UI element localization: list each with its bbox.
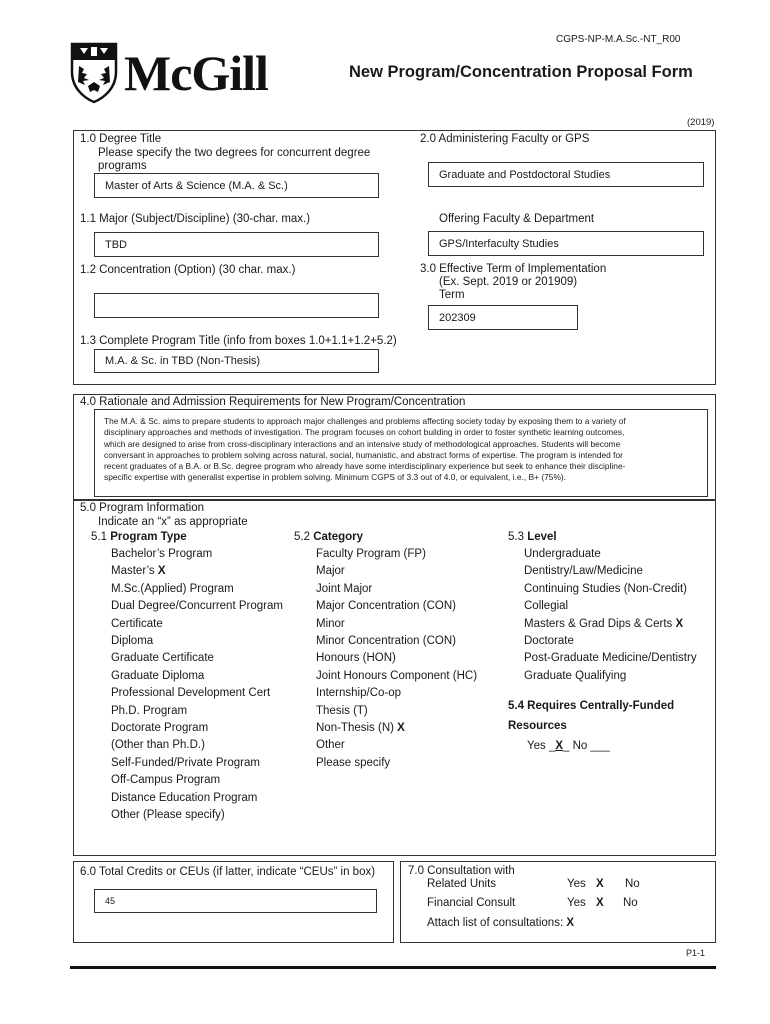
program-type-option[interactable]	[111, 809, 225, 821]
category-option-label: Thesis (T)	[316, 704, 368, 717]
admin-faculty-label: 2.0 Administering Faculty or GPS	[420, 133, 590, 145]
financial-yes: Yes	[567, 897, 586, 909]
mcgill-crest-logo	[70, 42, 118, 104]
degree-title-label: 1.0 Degree Title	[80, 133, 162, 145]
consultation-label: 7.0 Consultation with	[408, 865, 515, 877]
category-option[interactable]	[316, 600, 456, 612]
resources-heading: 5.4 Requires Centrally-Funded	[508, 700, 675, 712]
program-type-option[interactable]	[111, 687, 270, 699]
category-option[interactable]	[316, 635, 456, 647]
program-type-option[interactable]	[111, 548, 212, 560]
total-credits-value: 45	[105, 896, 116, 906]
major-label: 1.1 Major (Subject/Discipline) (30-char. max.)	[80, 213, 311, 225]
program-type-option-label: Off-Campus Program	[111, 774, 221, 787]
term-field[interactable]	[428, 305, 578, 330]
program-type-option-label: Graduate Certificate	[111, 652, 214, 665]
program-type-option[interactable]	[111, 757, 260, 769]
category-option[interactable]	[316, 652, 396, 664]
program-type-option-label: Distance Education Program	[111, 791, 258, 804]
program-type-option-label: Graduate Diploma	[111, 669, 205, 682]
form-code: CGPS-NP-M.A.Sc.-NT_R00	[556, 34, 681, 45]
program-type-option-label: Doctorate Program	[111, 722, 209, 734]
program-type-option[interactable]	[111, 600, 283, 612]
major-value: TBD	[105, 238, 127, 251]
page-number: P1-1	[686, 948, 706, 958]
related-yes-mark[interactable]: X	[596, 878, 604, 890]
rationale-text	[104, 416, 626, 484]
program-type-option-label: Bachelor’s Program	[111, 548, 213, 560]
degree-title-help: Please specify the two degrees for concurrent degree	[98, 147, 371, 159]
level-option-label: Continuing Studies (Non-Credit)	[524, 582, 687, 595]
level-option-label: Doctorate	[524, 635, 574, 647]
offering-label: Offering Faculty & Department	[439, 213, 595, 225]
offering-field[interactable]	[428, 231, 704, 256]
resources-answer[interactable]	[527, 740, 610, 752]
category-option-label: Other	[316, 739, 345, 752]
complete-title-value: M.A. & Sc. in TBD (Non-Thesis)	[105, 355, 261, 367]
category-option[interactable]	[316, 548, 426, 560]
concentration-label: 1.2 Concentration (Option) (30 char. max.)	[80, 264, 296, 276]
level-option-label: Undergraduate	[524, 548, 601, 560]
level-option[interactable]	[524, 548, 601, 560]
level-title: Level	[527, 531, 557, 543]
admin-faculty-value: Graduate and Postdoctoral Studies	[439, 168, 611, 181]
program-info-label: 5.0 Program Information	[80, 502, 205, 514]
degree-title-value: Master of Arts & Science (M.A. & Sc.)	[105, 179, 288, 192]
category-option[interactable]	[316, 565, 345, 577]
category-title: Category	[313, 531, 364, 543]
category-option[interactable]	[316, 618, 345, 630]
level-option[interactable]	[524, 565, 643, 577]
program-type-option[interactable]	[111, 652, 214, 664]
program-type-option[interactable]	[111, 774, 220, 786]
rationale-line: The M.A. & Sc. aims to prepare students to approach major challenges and problems affecting society today by exposing them to a variety of	[104, 416, 626, 426]
category-option-label: Faculty Program (FP)	[316, 548, 426, 560]
term-value: 202309	[439, 311, 476, 324]
admin-faculty-field[interactable]	[428, 162, 704, 187]
offering-value: GPS/Interfaculty Studies	[439, 237, 559, 250]
program-type-option[interactable]	[111, 670, 204, 682]
category-option[interactable]	[316, 670, 477, 682]
major-field[interactable]	[94, 232, 379, 257]
program-type-option-label: Certificate	[111, 617, 163, 630]
category-option-label: Major	[316, 565, 345, 578]
program-type-option-label: Dual Degree/Concurrent Program	[111, 600, 283, 613]
complete-title-label: 1.3 Complete Program Title (info from boxes 1.0+1.1+1.2+5.2)	[80, 335, 397, 347]
shield-icon	[70, 42, 118, 104]
level-option-label: Masters & Grad Dips & Certs	[524, 617, 676, 630]
category-option-label: Please specify	[316, 756, 391, 769]
degree-title-help-2: programs	[98, 160, 147, 172]
level-number: 5.3	[508, 531, 528, 543]
category-heading	[294, 531, 363, 543]
category-option-label: Major Concentration (CON)	[316, 600, 456, 613]
program-type-option[interactable]	[111, 618, 163, 630]
total-credits-label: 6.0 Total Credits or CEUs (if latter, indicate “CEUs” in box)	[80, 866, 376, 878]
total-credits-field[interactable]	[94, 889, 377, 913]
concentration-field[interactable]	[94, 293, 379, 318]
program-type-option-label: Self-Funded/Private Program	[111, 756, 260, 769]
program-type-option[interactable]	[111, 583, 234, 595]
level-option[interactable]	[524, 600, 568, 612]
level-option-label: Dentistry/Law/Medicine	[524, 565, 643, 578]
category-option[interactable]	[316, 705, 368, 717]
level-option[interactable]	[524, 670, 626, 682]
level-option[interactable]	[524, 618, 683, 630]
term-label: 3.0 Effective Term of Implementation	[420, 263, 607, 275]
program-type-option[interactable]	[111, 792, 257, 804]
financial-yes-mark[interactable]: X	[596, 897, 604, 909]
level-option[interactable]	[524, 583, 687, 595]
category-option-label: Minor	[316, 617, 345, 630]
level-option-label: Graduate Qualifying	[524, 669, 627, 682]
category-option[interactable]	[316, 722, 405, 734]
category-option-label: Joint Major	[316, 582, 373, 595]
program-type-option-label: Diploma	[111, 635, 154, 647]
category-option-label: Joint Honours Component (HC)	[316, 669, 478, 682]
category-option-label: Non-Thesis (N)	[316, 722, 398, 734]
level-option-label: Post-Graduate Medicine/Dentistry	[524, 652, 697, 665]
degree-title-field[interactable]	[94, 173, 379, 198]
program-type-option[interactable]	[111, 565, 166, 577]
program-type-heading	[91, 531, 187, 543]
mcgill-wordmark: McGill	[124, 45, 268, 101]
program-type-number: 5.1	[91, 531, 111, 543]
category-option[interactable]	[316, 739, 345, 751]
rationale-line: disciplinary approaches and methods of investigation. The program focuses on cohort building in order to foster synthetic learning outcomes,	[104, 427, 625, 438]
program-type-option-label: Professional Development Cert	[111, 687, 271, 700]
program-type-option-mark: X	[157, 565, 166, 578]
program-info-sublabel: Indicate an “x” as appropriate	[98, 516, 248, 528]
category-number: 5.2	[294, 531, 314, 543]
term-label-short: Term	[439, 289, 465, 301]
resources-no: _ No ___	[563, 740, 610, 752]
category-option-mark: X	[397, 722, 405, 734]
related-yes: Yes	[567, 878, 586, 890]
level-option[interactable]	[524, 635, 574, 647]
category-option-label: Minor Concentration (CON)	[316, 635, 456, 647]
program-type-option[interactable]	[111, 739, 205, 751]
program-type-option-label: (Other than Ph.D.)	[111, 739, 205, 752]
rationale-line: which are designed to arise from cross-disciplinary interactions and an intensive study of methodological approaches. Students will become	[104, 438, 621, 449]
related-units-label: Related Units	[427, 878, 497, 890]
program-type-option[interactable]	[111, 705, 187, 717]
program-type-option-label: Other (Please specify)	[111, 809, 225, 821]
resources-yes-mark: X	[555, 740, 564, 752]
rationale-line: recent graduates of a B.A. or B.Sc. degree program who already have some interdisciplinary experience but seek to enhance their discipline-	[104, 461, 626, 472]
rationale-label: 4.0 Rationale and Admission Requirements for New Program/Concentration	[80, 396, 466, 408]
attach-mark: X	[566, 917, 575, 929]
footer-rule	[70, 966, 716, 969]
rationale-line: specific expertise with generalist expertise in problem solving. Minimum CGPS of 3.3 out of 4.0, or equivalent, i.e., B+ (75%).	[104, 472, 567, 483]
resources-yes: Yes _	[527, 740, 556, 752]
level-heading	[508, 531, 557, 543]
related-no[interactable]: No	[625, 878, 640, 890]
program-type-title: Program Type	[110, 531, 187, 543]
category-option-label: Honours (HON)	[316, 652, 396, 665]
attach-label: Attach list of consultations:	[427, 917, 564, 929]
attach-consultations[interactable]	[427, 917, 574, 929]
category-option-label: Internship/Co-op	[316, 687, 402, 700]
program-type-option-label: M.Sc.(Applied) Program	[111, 582, 234, 595]
program-type-option-label: Ph.D. Program	[111, 704, 188, 717]
program-type-option-label: Master’s	[111, 565, 158, 578]
financial-no[interactable]: No	[623, 897, 638, 909]
program-type-option[interactable]	[111, 635, 153, 647]
financial-consult-label: Financial Consult	[427, 897, 516, 909]
program-type-option[interactable]	[111, 722, 208, 734]
resources-heading-2: Resources	[508, 720, 567, 732]
category-option[interactable]	[316, 687, 401, 699]
term-example: (Ex. Sept. 2019 or 201909)	[439, 276, 578, 288]
level-option[interactable]	[524, 652, 697, 664]
complete-title-field[interactable]	[94, 349, 379, 373]
rationale-line: conversant in approaches to problem solving across natural, social, humanistic, and abstract forms of expertise. The program is intended for	[104, 449, 623, 460]
level-option-label: Collegial	[524, 600, 569, 613]
form-year: (2019)	[687, 117, 715, 128]
category-option[interactable]	[316, 583, 372, 595]
form-title: New Program/Concentration Proposal Form	[349, 63, 693, 81]
category-option[interactable]	[316, 757, 390, 769]
level-option-mark: X	[675, 617, 684, 630]
